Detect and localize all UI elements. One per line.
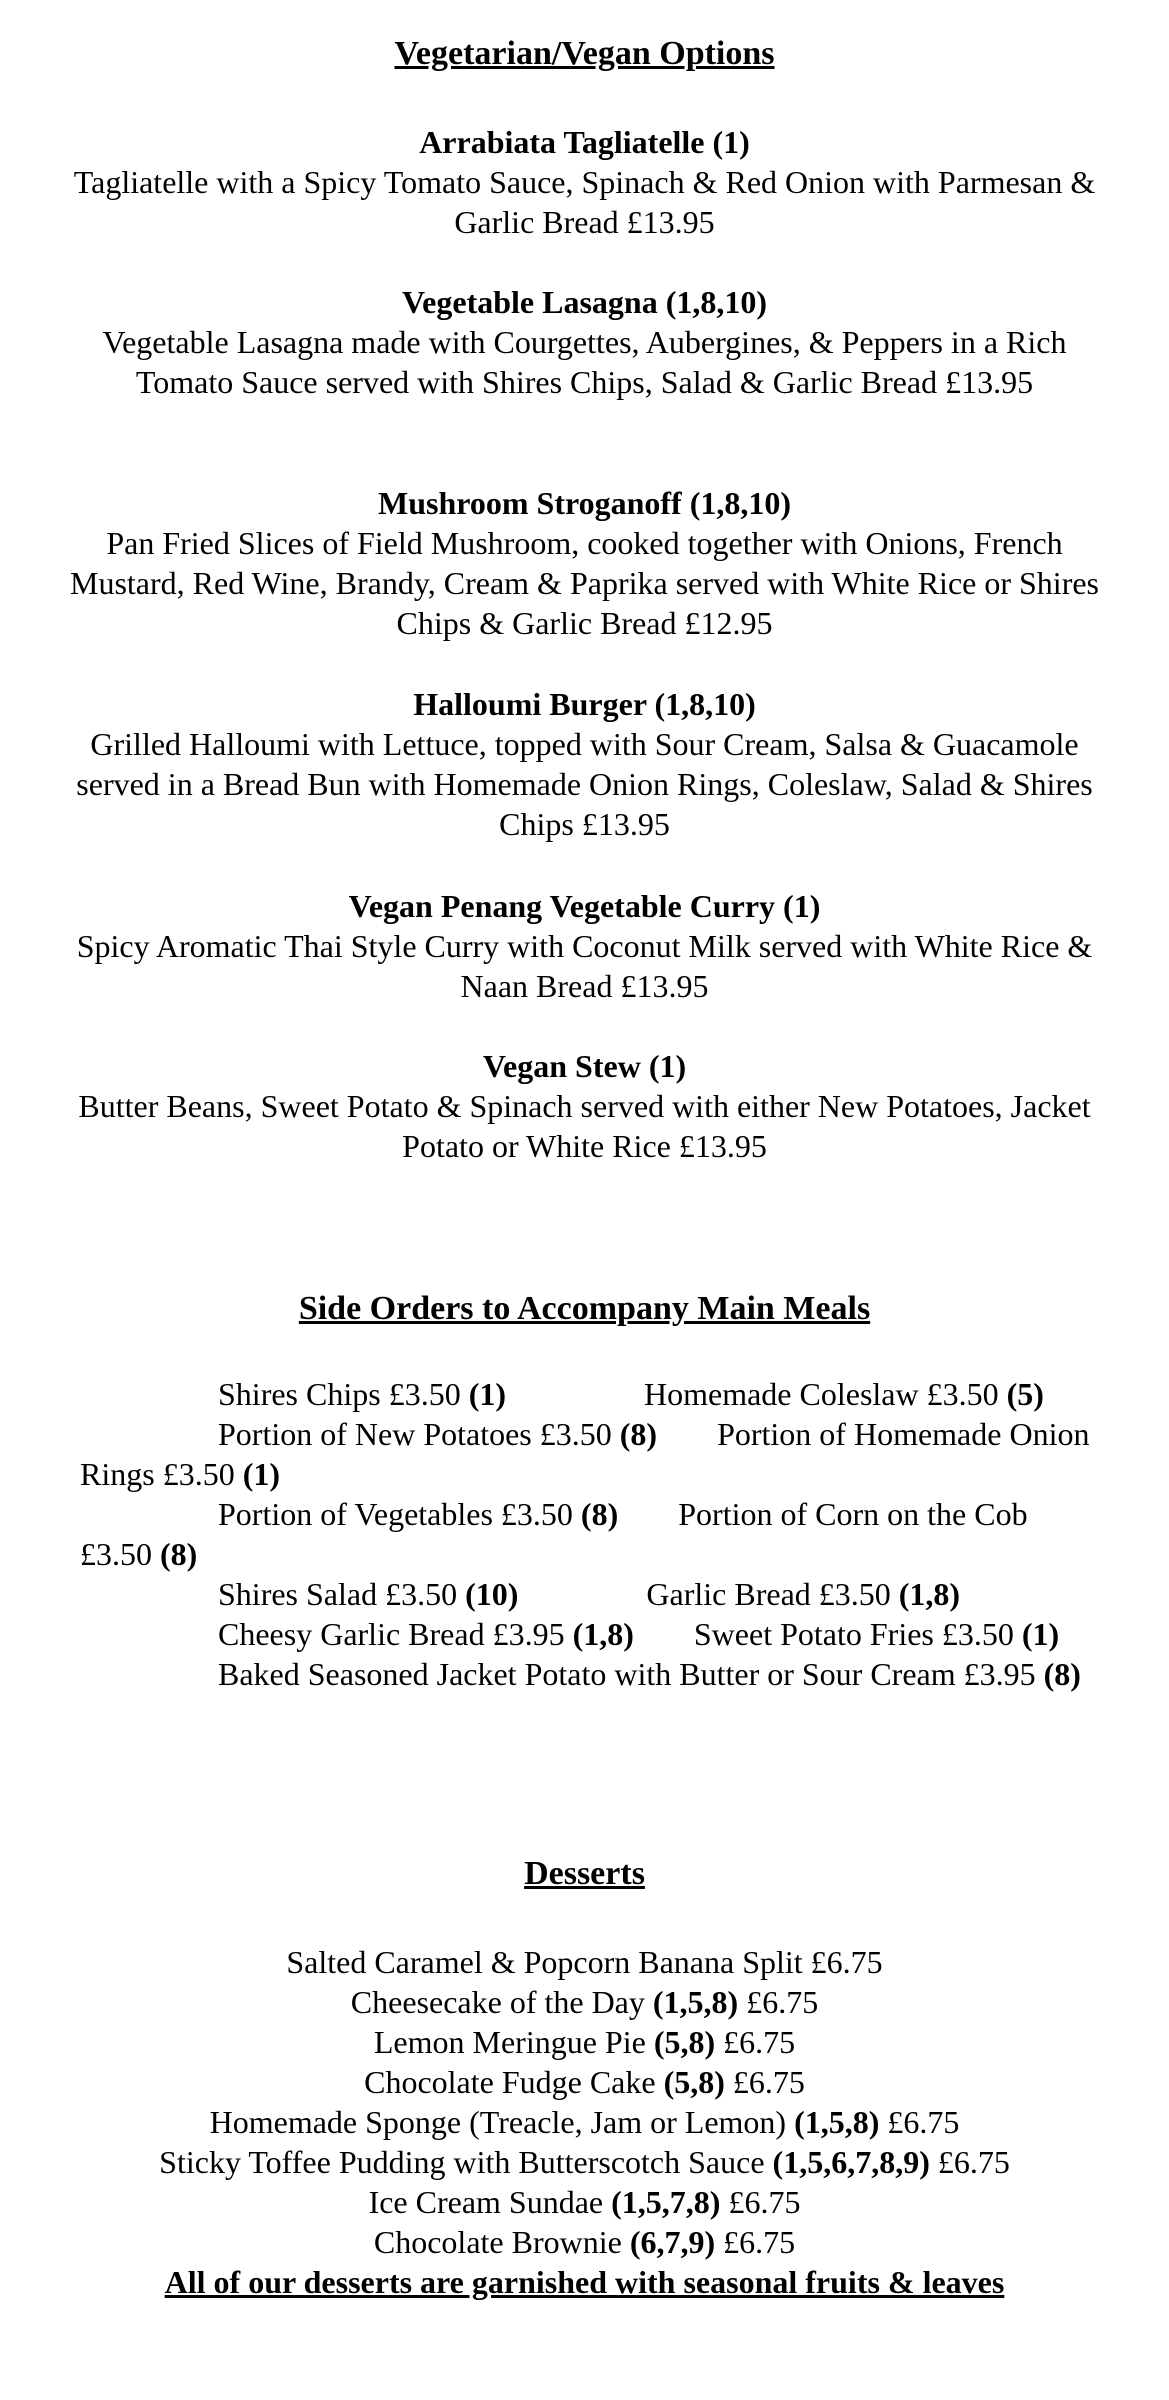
dessert-name: Sticky Toffee Pudding with Butterscotch Sauce — [159, 2144, 773, 2180]
allergen-code: (5,8) — [663, 2064, 725, 2100]
allergen-code: (8) — [1043, 1656, 1081, 1692]
desserts-list — [0, 1942, 1169, 2262]
side-item: Portion of Corn on the Cob £3.50 — [80, 1496, 1028, 1572]
item-description: Spicy Aromatic Thai Style Curry with Coconut Milk served with White Rice & Naan Bread £13.95 — [76, 928, 1093, 1004]
side-item: Garlic Bread £3.50 — [646, 1576, 899, 1612]
item-name: Vegan Stew (1) — [482, 1048, 687, 1084]
dessert-price: £6.75 — [738, 1984, 819, 2020]
dessert-name: Lemon Meringue Pie — [373, 2024, 654, 2060]
item-name: Halloumi Burger (1,8,10) — [413, 686, 756, 722]
dessert-price: £6.75 — [715, 2224, 796, 2260]
side-item: Portion of Homemade Onion Rings £3.50 — [80, 1416, 1090, 1492]
side-item: Shires Chips £3.50 — [218, 1376, 469, 1412]
side-line — [80, 1494, 1090, 1574]
side-item: Portion of New Potatoes £3.50 — [218, 1416, 620, 1452]
allergen-code: (1,5,6,7,8,9) — [772, 2144, 930, 2180]
item-description: Butter Beans, Sweet Potato & Spinach served with either New Potatoes, Jacket Potato or White Rice £13.95 — [78, 1088, 1091, 1164]
menu-item-vegan-stew — [60, 1046, 1109, 1166]
dessert-item — [0, 2142, 1169, 2182]
dessert-name: Ice Cream Sundae — [368, 2184, 612, 2220]
dessert-item — [0, 2022, 1169, 2062]
allergen-code: (8) — [619, 1416, 658, 1452]
side-item: Homemade Coleslaw £3.50 — [644, 1376, 1007, 1412]
side-line — [80, 1374, 1090, 1414]
dessert-item — [0, 2222, 1169, 2262]
side-line — [80, 1614, 1090, 1654]
desserts-heading: Desserts — [524, 1855, 645, 1892]
side-orders-list — [80, 1374, 1090, 1694]
side-item: Baked Seasoned Jacket Potato with Butter or Sour Cream £3.95 — [218, 1656, 1044, 1692]
dessert-item — [0, 2102, 1169, 2142]
allergen-code: (8) — [160, 1536, 198, 1572]
item-description: Pan Fried Slices of Field Mushroom, cooked together with Onions, French Mustard, Red Wine, Brandy, Cream & Paprika served with White Rice or Shires Chips & Garlic Bread £12.95 — [69, 525, 1099, 641]
allergen-code: (10) — [465, 1576, 519, 1612]
allergen-code: (1,8) — [898, 1576, 961, 1612]
side-line — [80, 1414, 1090, 1494]
dessert-name: Salted Caramel & Popcorn Banana Split £6.75 — [286, 1944, 883, 1980]
menu-item-vegetable-lasagna — [60, 282, 1109, 402]
sides-heading: Side Orders to Accompany Main Meals — [298, 1290, 871, 1327]
item-description: Grilled Halloumi with Lettuce, topped with Sour Cream, Salsa & Guacamole served in a Bread Bun with Homemade Onion Rings, Coleslaw, Salad & Shires Chips £13.95 — [76, 726, 1093, 842]
side-item: Portion of Vegetables £3.50 — [218, 1496, 581, 1532]
dessert-price: £6.75 — [929, 2144, 1010, 2180]
side-line — [80, 1574, 1090, 1614]
dessert-name: Homemade Sponge (Treacle, Jam or Lemon) — [209, 2104, 795, 2140]
dessert-price: £6.75 — [720, 2184, 801, 2220]
side-item: Shires Salad £3.50 — [218, 1576, 466, 1612]
dessert-item — [0, 1942, 1169, 1982]
item-name: Arrabiata Tagliatelle (1) — [419, 124, 750, 160]
dessert-item — [0, 2062, 1169, 2102]
dessert-price: £6.75 — [879, 2104, 960, 2140]
allergen-code: (1) — [1021, 1616, 1060, 1652]
veg-heading: Vegetarian/Vegan Options — [394, 35, 775, 72]
side-item: Cheesy Garlic Bread £3.95 — [218, 1616, 573, 1652]
dessert-price: £6.75 — [724, 2064, 805, 2100]
side-item: Sweet Potato Fries £3.50 — [693, 1616, 1022, 1652]
allergen-code: (1) — [242, 1456, 280, 1492]
item-name: Vegetable Lasagna (1,8,10) — [401, 284, 768, 320]
dessert-name: Chocolate Brownie — [373, 2224, 630, 2260]
dessert-name: Cheesecake of the Day — [350, 1984, 653, 2020]
allergen-code: (5) — [1006, 1376, 1044, 1412]
allergen-code: (1,8) — [572, 1616, 634, 1652]
allergen-code: (1,5,8) — [652, 1984, 739, 2020]
allergen-code: (8) — [580, 1496, 619, 1532]
menu-item-arrabiata — [60, 122, 1109, 242]
menu-item-mushroom-stroganoff — [60, 483, 1109, 643]
menu-item-halloumi-burger — [60, 684, 1109, 844]
menu-item-penang-curry — [60, 886, 1109, 1006]
desserts-garnish-note: All of our desserts are garnished with seasonal fruits & leaves — [164, 2264, 1005, 2300]
item-name: Vegan Penang Vegetable Curry (1) — [348, 888, 821, 924]
item-description: Vegetable Lasagna made with Courgettes, Aubergines, & Peppers in a Rich Tomato Sauce served with Shires Chips, Salad & Garlic Bread £13.95 — [102, 324, 1067, 400]
item-description: Tagliatelle with a Spicy Tomato Sauce, Spinach & Red Onion with Parmesan & Garlic Bread £13.95 — [73, 164, 1096, 240]
allergen-code: (1) — [468, 1376, 506, 1412]
dessert-name: Chocolate Fudge Cake — [364, 2064, 664, 2100]
allergen-code: (1,5,7,8) — [611, 2184, 721, 2220]
dessert-price: £6.75 — [715, 2024, 796, 2060]
dessert-item — [0, 2182, 1169, 2222]
allergen-code: (5,8) — [653, 2024, 716, 2060]
allergen-code: (1,5,8) — [794, 2104, 880, 2140]
dessert-item — [0, 1982, 1169, 2022]
item-name: Mushroom Stroganoff (1,8,10) — [377, 485, 792, 521]
allergen-code: (6,7,9) — [629, 2224, 716, 2260]
side-line — [80, 1654, 1090, 1694]
